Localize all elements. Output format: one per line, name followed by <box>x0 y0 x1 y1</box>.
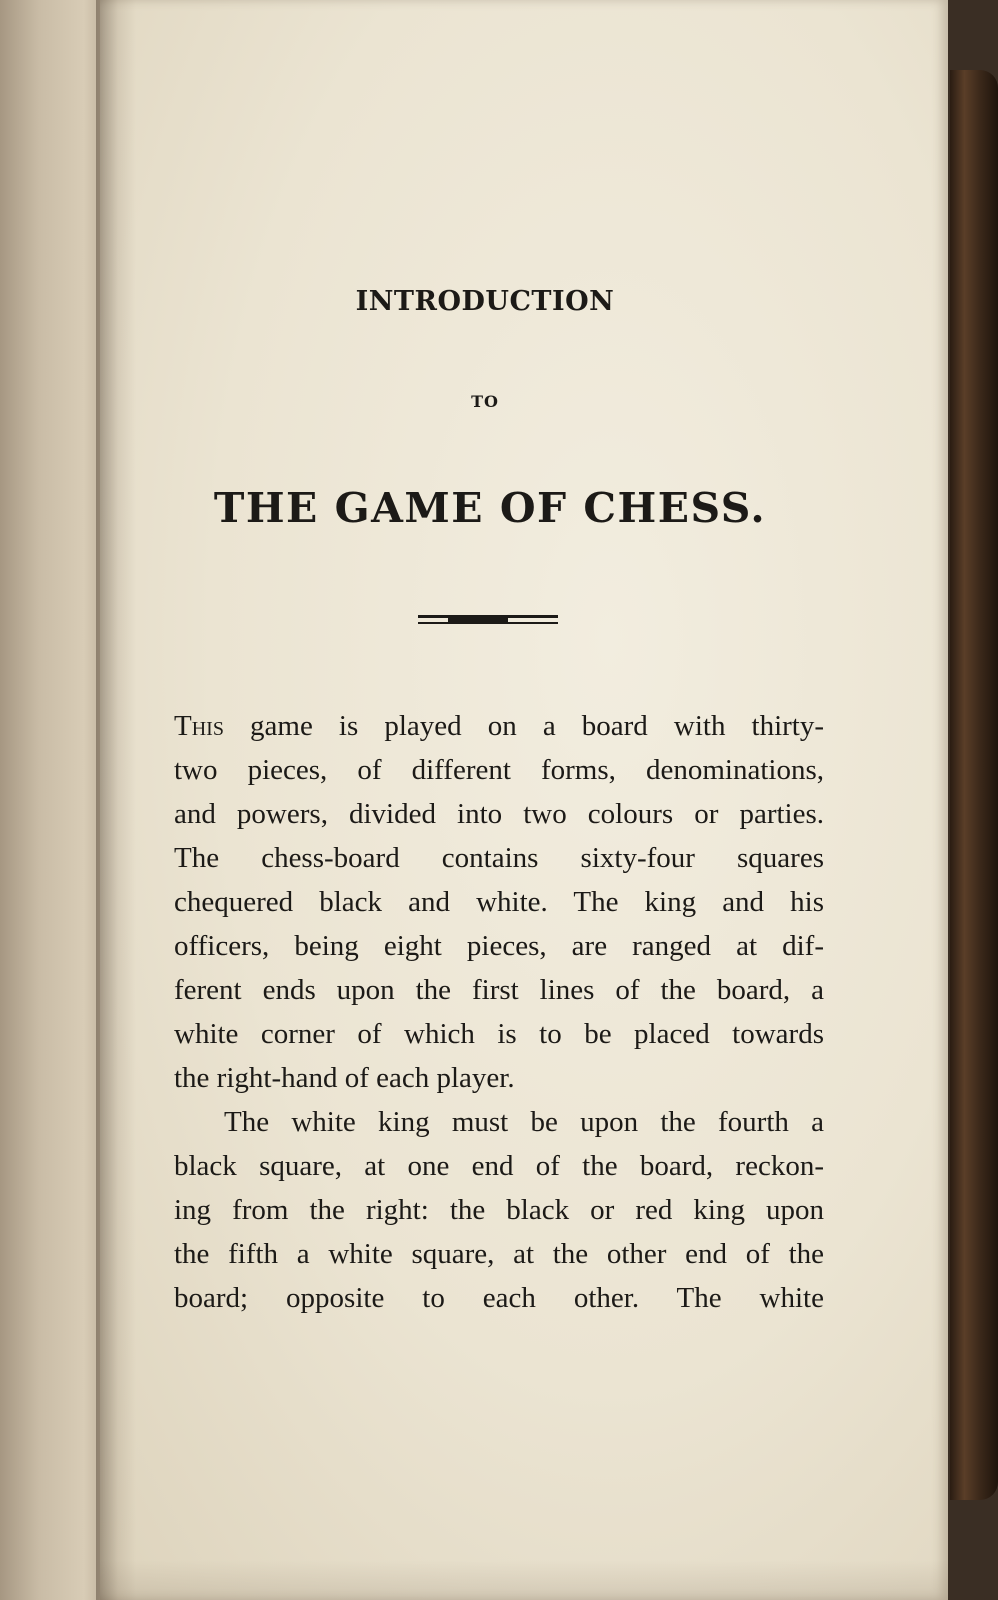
text-line: black square, at one end of the board, reckon- <box>174 1150 824 1182</box>
text-line: officers, being eight pieces, are ranged at dif- <box>174 930 824 962</box>
text-line: The white king must be upon the fourth a <box>224 1106 824 1138</box>
text-line: ferent ends upon the first lines of the board, a <box>174 974 824 1006</box>
ornament-rule <box>418 612 558 628</box>
heading-introduction: INTRODUCTION <box>355 286 615 317</box>
body-text <box>174 704 824 1320</box>
text-line: two pieces, of different forms, denominations, <box>174 754 824 786</box>
heading-to: TO <box>471 392 499 411</box>
text-line: the fifth a white square, at the other end of the <box>174 1238 824 1270</box>
lead-word: This <box>174 710 224 742</box>
text-line: white corner of which is to be placed towards <box>174 1018 824 1050</box>
heading-title: THE GAME OF CHESS. <box>213 484 767 532</box>
text-line: This game is played on a board with thirty- <box>174 710 825 742</box>
text-line: the right-hand of each player. <box>174 1062 515 1094</box>
text-line: and powers, divided into two colours or parties. <box>174 798 824 830</box>
text-line: chequered black and white. The king and his <box>174 886 824 918</box>
text-line: The chess-board contains sixty-four squares <box>174 842 824 874</box>
page-content <box>100 0 948 1600</box>
text-line: ing from the right: the black or red king upon <box>174 1194 824 1226</box>
text-line: board; opposite to each other. The white <box>174 1282 824 1314</box>
leather-binding <box>950 70 998 1500</box>
